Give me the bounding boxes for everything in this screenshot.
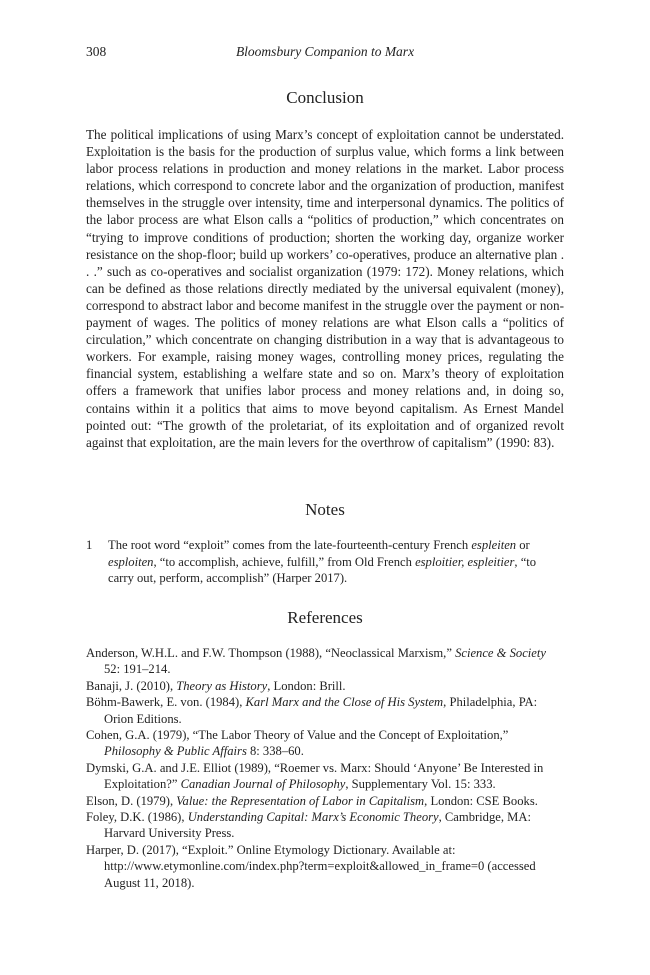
reference-item: Cohen, G.A. (1979), “The Labor Theory of Value and the Concept of Exploitation,” Philosophy & Public Affairs 8: 338–60. [86, 728, 509, 759]
conclusion-heading: Conclusion [286, 88, 364, 107]
notes-heading: Notes [305, 500, 345, 519]
note-number: 1 [86, 538, 93, 552]
page-number: 308 [86, 44, 107, 59]
references-list [86, 645, 564, 891]
reference-item: Harper, D. (2017), “Exploit.” Online Etymology Dictionary. Available at: http://www.etymonline.com/index.php?term=exploit&allowed_in_frame=0 (accessed August 11, 2018). [86, 842, 536, 890]
references-heading: References [287, 608, 363, 627]
running-title: Bloomsbury Companion to Marx [235, 44, 415, 59]
reference-item: Elson, D. (1979), Value: the Representation of Labor in Capitalism, London: CSE Books. [86, 793, 538, 808]
reference-item: Böhm-Bawerk, E. von. (1984), Karl Marx and the Close of His System, Philadelphia, PA: Orion Editions. [86, 695, 538, 726]
note-item [86, 537, 564, 587]
reference-item: Banaji, J. (2010), Theory as History, London: Brill. [86, 678, 346, 693]
reference-item: Dymski, G.A. and J.E. Elliot (1989), “Roemer vs. Marx: Should ‘Anyone’ Be Interested in Exploitation?” Canadian Journal of Philosophy, Supplementary Vol. 15: 333. [86, 760, 544, 792]
page-header [86, 44, 564, 64]
note-text: The root word “exploit” comes from the late-fourteenth-century French espleiten or esploiten, “to accomplish, achieve, fulfill,” from Old French esploitier, espleitier, “to carry out, perform, accomplish” (Harper 2017). [108, 538, 537, 585]
conclusion-paragraph: The political implications of using Marx’s concept of exploitation cannot be understated. Exploitation is the basis for the production of surplus value, which forms a link between labor process relations in production and money relations in the market. Labor process relations, which correspond to concrete labor and the organization of production, manifest themselves in the struggle over intensity, time and interpersonal dynamics. The politics of the labor process are what Elson calls a “politics of production,” which concentrates on “trying to improve conditions of production; shorten the working day, organize worker resistance on the shop-floor; build up workers’ co-operatives, produce an alternative plan . . .” such as co-operatives and socialist organization (1979: 172). Money relations, which can be defined as those relations directly mediated by the universal equivalent (money), correspond to abstract labor and become manifest in the struggle over the payment or non-payment of wages. The politics of money relations are what Elson calls a “politics of circulation,” which concentrate on changing distribution in a way that is advantageous to workers. For example, raising money wages, controlling money prices, regulating the financial system, establishing a welfare state and so on. Marx’s theory of exploitation offers a framework that unifies labor process and money relations and, in doing so, contains within it a politics that aims to move beyond capitalism. As Ernest Mandel pointed out: “The growth of the proletariat, of its exploitation and of organized revolt against that exploitation, are the main levers for the overthrow of capitalism” (1990: 83). [86, 127, 564, 450]
reference-item: Foley, D.K. (1986), Understanding Capital: Marx’s Economic Theory, Cambridge, MA: Harvard University Press. [86, 810, 531, 841]
notes-list [86, 537, 564, 587]
reference-item: Anderson, W.H.L. and F.W. Thompson (1988), “Neoclassical Marxism,” Science & Society 52: 191–214. [86, 646, 546, 677]
